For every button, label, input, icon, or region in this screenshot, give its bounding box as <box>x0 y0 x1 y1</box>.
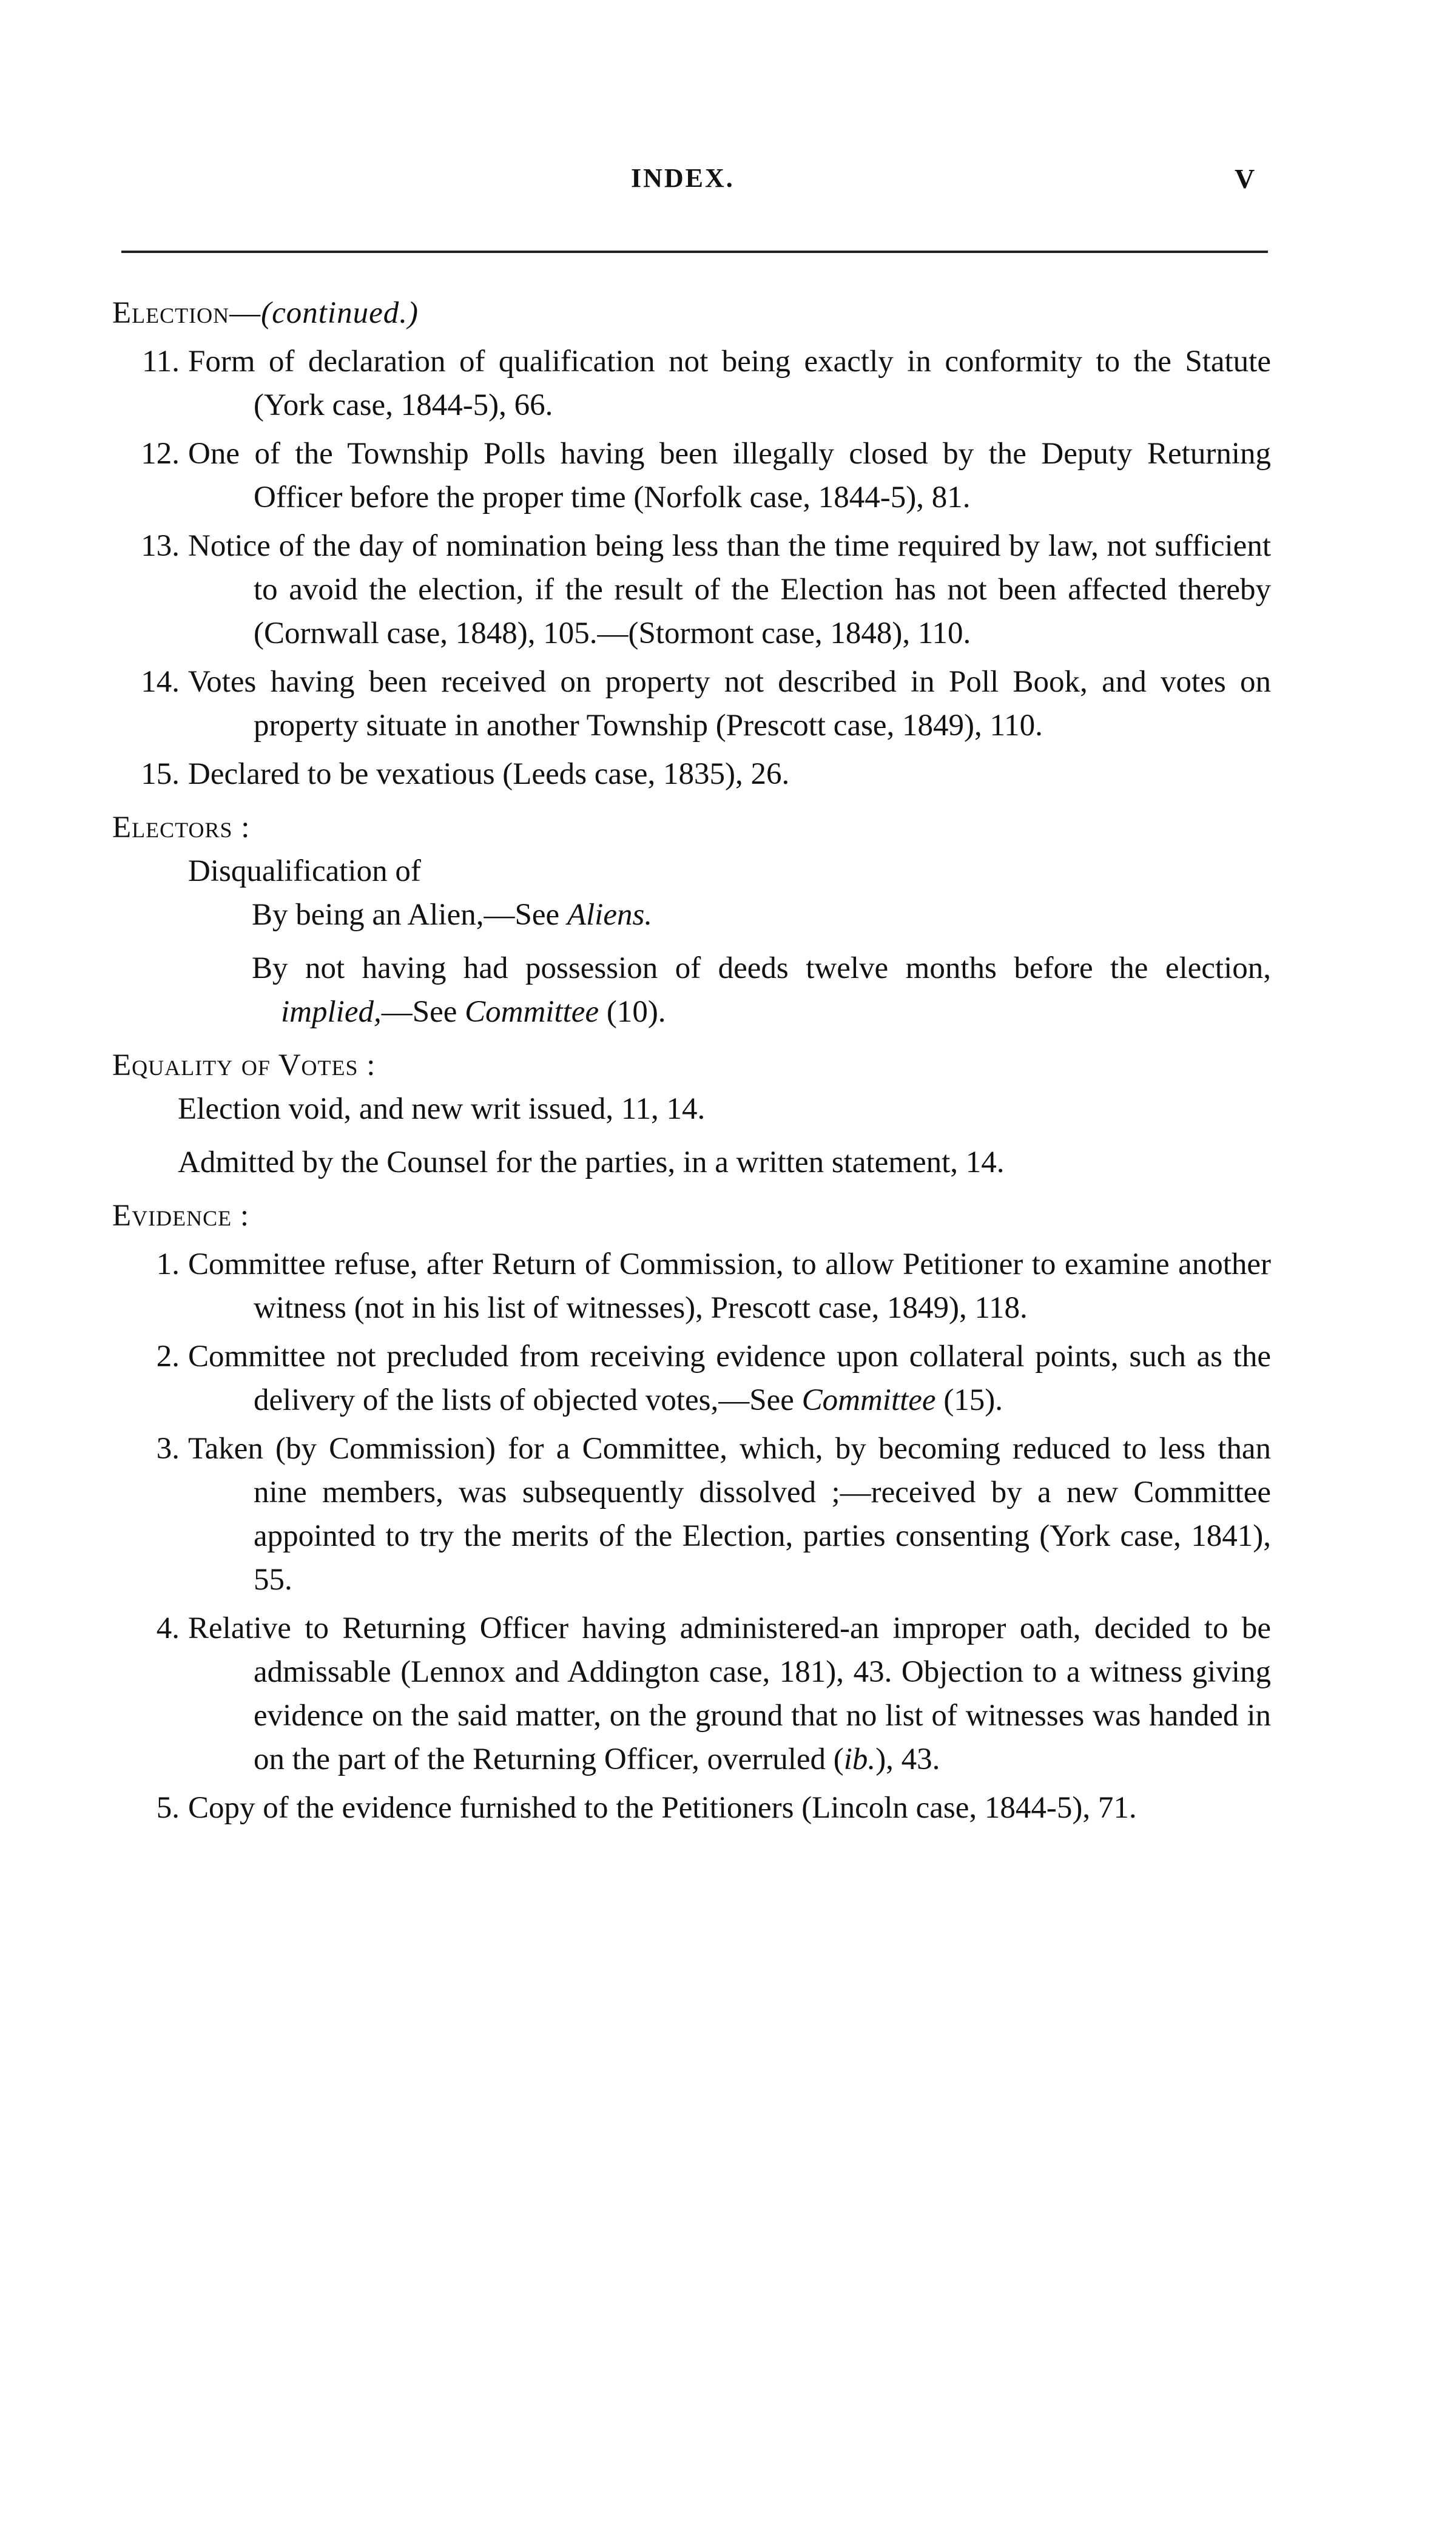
heading-electors: Electors : <box>112 811 251 845</box>
heading-evidence: Evidence : <box>112 1199 250 1233</box>
index-content <box>112 291 1271 1830</box>
entry-number: 3. <box>156 1432 180 1466</box>
entry-text-main: Committee not precluded from receiving evidence upon collateral points, such as the delivery of the lists of objected votes,—See <box>188 1340 1271 1417</box>
entry-election-14 <box>112 660 1271 747</box>
deeds-suffix: (10). <box>599 995 666 1029</box>
entry-election-13 <box>112 524 1271 655</box>
entry-number: 4. <box>156 1611 180 1645</box>
entry-text <box>188 1607 1271 1781</box>
entry-text: Form of declaration of qualification not being exactly in conformity to the Statute (York case, 1844-5), 66. <box>188 345 1271 422</box>
header-rule <box>121 251 1268 253</box>
heading-equality-of-votes: Equality of Votes : <box>112 1048 376 1082</box>
entry-number: 2. <box>156 1340 180 1374</box>
heading-election-label: Election— <box>112 296 261 330</box>
running-head <box>0 163 1456 199</box>
entry-number: 12. <box>141 437 180 471</box>
heading-continued: (continued.) <box>261 296 419 330</box>
entry-text: Notice of the day of nomination being less than the time required by law, not sufficient to avoid the election, if the result of the Election has not been affected thereby (Cornwall case, 1848), 105.—(Stormont case, 1848), 110. <box>188 529 1271 650</box>
entry-number: 14. <box>141 665 180 699</box>
entry-election-15 <box>112 752 1271 796</box>
alien-text: By being an Alien,—See <box>252 898 567 932</box>
entry-number: 13. <box>141 529 180 563</box>
entry-text: Taken (by Commission) for a Committee, which, by becoming reduced to less than nine members, was subsequently dissolved ;—received by a new Committee appointed to try the merits of the Election, parties consenting (York case, 1841), 55. <box>188 1432 1271 1597</box>
entry-text: Copy of the evidence furnished to the Petitioners (Lincoln case, 1844-5), 71. <box>188 1791 1137 1825</box>
equality-line-2: Admitted by the Counsel for the parties, in a written statement, 14. <box>178 1145 1005 1179</box>
entry-evidence-4 <box>112 1607 1271 1781</box>
alien-reference: Aliens. <box>567 898 653 932</box>
deeds-text: By not having had possession of deeds twelve months before the election, <box>252 951 1271 985</box>
page-number: V <box>1235 163 1255 194</box>
entry-reference: ib. <box>843 1742 876 1776</box>
electors-subheading: Disqualification of <box>188 854 421 888</box>
entry-reference: Committee <box>801 1383 936 1417</box>
entry-text <box>188 1335 1271 1422</box>
deeds-implied: implied, <box>281 995 382 1029</box>
entry-text-suffix: (15). <box>935 1383 1003 1417</box>
entry-text: Committee refuse, after Return of Commission, to allow Petitioner to examine another witness (not in his list of witnesses), Prescott case, 1849), 118. <box>188 1247 1271 1325</box>
heading-election <box>112 291 1271 335</box>
entry-number: 15. <box>141 757 180 791</box>
electors-deeds-line <box>112 946 1271 1034</box>
electors-alien-line <box>112 893 1271 937</box>
entry-evidence-3 <box>112 1427 1271 1602</box>
entry-evidence-5 <box>112 1786 1271 1830</box>
deeds-reference: Committee <box>465 995 599 1029</box>
entry-number: 1. <box>156 1247 180 1281</box>
entry-number: 11. <box>142 345 180 379</box>
entry-text-main: Relative to Returning Officer having administered-an improper oath, decided to be admissable (Lennox and Addington case, 181), 43. Objection to a witness giving evidence on the said matter, on the ground that no list of witnesses was handed in on the part of the Returning Officer, overruled ( <box>188 1611 1271 1776</box>
running-title: INDEX. <box>631 163 735 193</box>
entry-number: 5. <box>156 1791 180 1825</box>
entry-evidence-1 <box>112 1242 1271 1330</box>
entry-evidence-2 <box>112 1335 1271 1422</box>
entry-election-11 <box>112 340 1271 427</box>
entry-text-suffix: ), 43. <box>875 1742 940 1776</box>
entry-text: Declared to be vexatious (Leeds case, 1835), 26. <box>188 757 790 791</box>
entry-text: One of the Township Polls having been illegally closed by the Deputy Returning Officer before the proper time (Norfolk case, 1844-5), 81. <box>188 437 1271 514</box>
equality-line-1: Election void, and new writ issued, 11, 14. <box>178 1092 706 1126</box>
entry-text: Votes having been received on property not described in Poll Book, and votes on property situate in another Township (Prescott case, 1849), 110. <box>188 665 1271 743</box>
entry-election-12 <box>112 432 1271 519</box>
deeds-see: —See <box>381 995 465 1029</box>
